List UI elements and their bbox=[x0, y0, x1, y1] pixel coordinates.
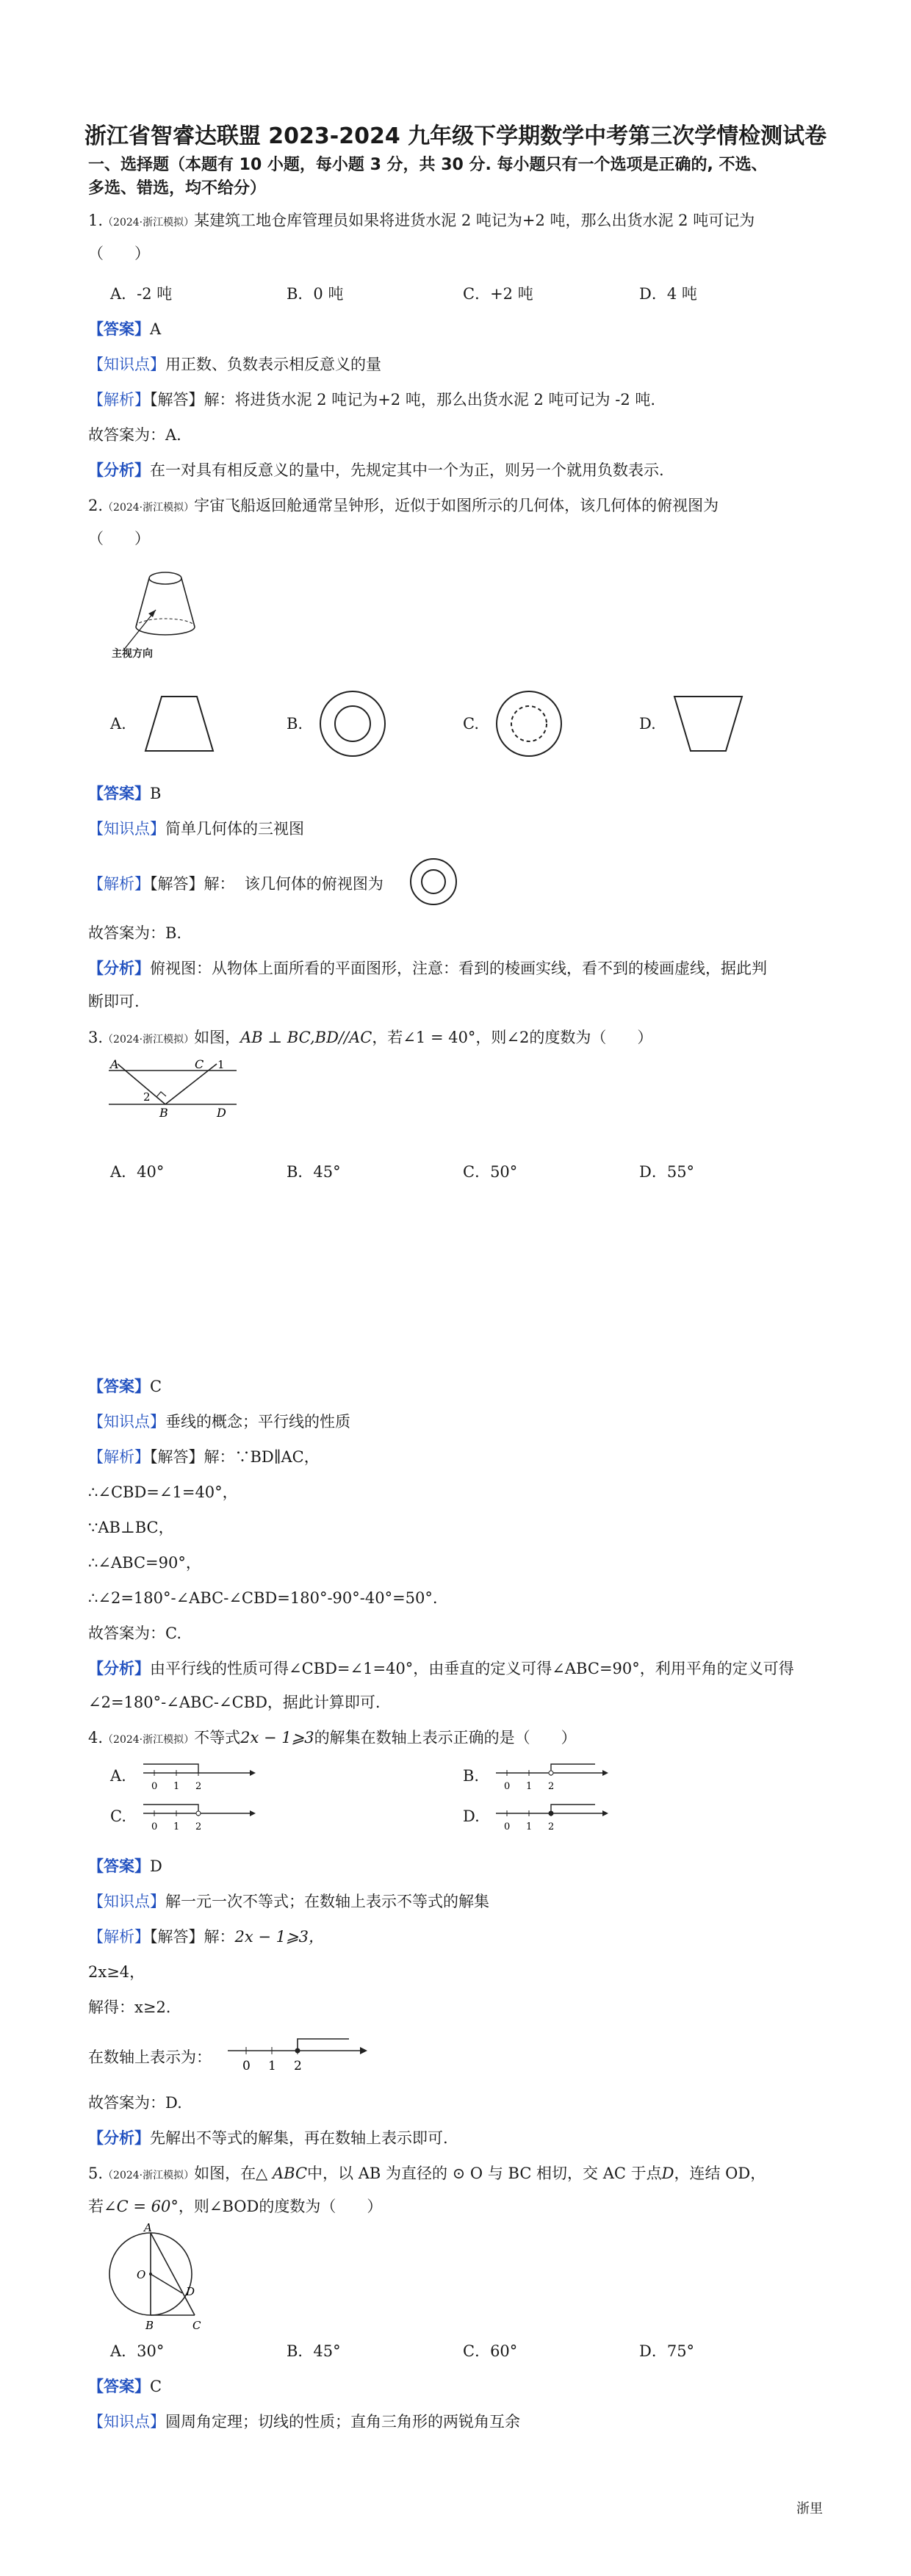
q4-option-d-numberline bbox=[492, 1800, 610, 1837]
q2-answer: 【答案】B bbox=[88, 784, 162, 802]
q3-step: ∴∠ABC=90°， bbox=[88, 1554, 201, 1572]
q4-option-a-numberline bbox=[140, 1760, 257, 1796]
q2-option-d: D. bbox=[639, 715, 656, 733]
q2-solution-circles bbox=[408, 856, 459, 907]
section-heading: 一、选择题（本题有 10 小题，每小题 3 分，共 30 分. 每小题只有一个选项是正确的, 不选、 bbox=[88, 156, 768, 174]
q2-option-b-concentric-circles bbox=[316, 687, 389, 760]
q5-answer: 【答案】C bbox=[88, 2377, 162, 2395]
q1-option-a: A．-2 吨 bbox=[110, 285, 173, 303]
q3-label-angle1: 1 bbox=[217, 1058, 225, 1071]
svg-text:1: 1 bbox=[173, 1781, 180, 1792]
q4-knowledge: 【知识点】解一元一次不等式；在数轴上表示不等式的解集 bbox=[88, 1893, 489, 1910]
q4-solution-numberline bbox=[224, 2032, 371, 2076]
q4-option-c-numberline bbox=[140, 1800, 257, 1837]
page-footer: 浙里 bbox=[796, 2501, 823, 2516]
q3-stem: 3.（2024·浙江模拟）如图，AB ⊥ BC,BD//AC，若∠1 = 40°，则∠2的度数为（ ） bbox=[88, 1029, 653, 1046]
svg-text:2: 2 bbox=[294, 2059, 302, 2073]
q2-conclusion: 故答案为：B. bbox=[88, 924, 182, 942]
q4-stem: 4.（2024·浙江模拟）不等式2x − 1⩾3的解集在数轴上表示正确的是（ ） bbox=[88, 1729, 577, 1746]
q3-label-angle2: 2 bbox=[143, 1090, 151, 1104]
svg-text:2: 2 bbox=[548, 1821, 555, 1832]
q2-option-c: C. bbox=[463, 715, 479, 733]
q3-conclusion: 故答案为：C. bbox=[88, 1625, 181, 1642]
q1-stem: 1.（2024·浙江模拟）某建筑工地仓库管理员如果将进货水泥 2 吨记为+2 吨，那么出货水泥 2 吨可记为 bbox=[88, 212, 755, 229]
q2-solution: 【解析】【解答】解： 该几何体的俯视图为 bbox=[88, 875, 384, 893]
q2-knowledge: 【知识点】简单几何体的三视图 bbox=[88, 820, 304, 838]
q3-analysis-cont: ∠2=180°-∠ABC-∠CBD，据此计算即可. bbox=[88, 1694, 381, 1711]
q3-step: ∴∠CBD=∠1=40°， bbox=[88, 1483, 238, 1501]
q2-option-b: B. bbox=[287, 715, 303, 733]
q4-option-b-numberline bbox=[492, 1760, 610, 1796]
q3-option-b: B．45° bbox=[287, 1163, 341, 1181]
q4-answer: 【答案】D bbox=[88, 1857, 162, 1875]
svg-text:0: 0 bbox=[151, 1781, 158, 1792]
q4-option-a: A. bbox=[110, 1767, 126, 1785]
svg-text:2: 2 bbox=[548, 1781, 555, 1792]
q1-option-d: D．4 吨 bbox=[639, 285, 697, 303]
q4-option-b: B. bbox=[463, 1767, 480, 1785]
exam-title: 浙江省智睿达联盟 2023-2024 九年级下学期数学中考第三次学情检测试卷 bbox=[84, 123, 827, 149]
section-heading-cont: 多选、错选，均不给分） bbox=[88, 179, 267, 198]
q3-step: ∴∠2=180°-∠ABC-∠CBD=180°-90°-40°=50°. bbox=[88, 1589, 438, 1607]
svg-text:1: 1 bbox=[173, 1821, 180, 1832]
q5-option-a: A．30° bbox=[110, 2342, 165, 2360]
q4-solution: 【解析】【解答】解：2x − 1⩾3， bbox=[88, 1928, 324, 1946]
q3-analysis: 【分析】由平行线的性质可得∠CBD=∠1=40°，由垂直的定义可得∠ABC=90°，利用平角的定义可得 bbox=[88, 1659, 794, 1677]
q2-analysis: 【分析】俯视图：从物体上面所看的平面图形，注意：看到的棱画实线，看不到的棱画虚线，据此判 bbox=[88, 959, 767, 977]
q3-label-b: B bbox=[159, 1106, 168, 1117]
q4-step: 2x≥4， bbox=[88, 1963, 145, 1981]
q1-answer: 【答案】A bbox=[88, 320, 162, 338]
q4-conclusion: 故答案为：D. bbox=[88, 2094, 182, 2112]
q1-conclusion: 故答案为：A. bbox=[88, 426, 181, 444]
q3-option-c: C．50° bbox=[463, 1163, 518, 1181]
q3-option-d: D．55° bbox=[639, 1163, 695, 1181]
q1-stem-bracket: （ ） bbox=[88, 245, 150, 262]
q1-option-b: B．0 吨 bbox=[287, 285, 344, 303]
q4-numberline-text: 在数轴上表示为： bbox=[88, 2048, 212, 2066]
q3-solution: 【解析】【解答】解：∵BD∥AC， bbox=[88, 1448, 320, 1466]
q3-label-d: D bbox=[217, 1106, 226, 1117]
q4-option-d: D. bbox=[463, 1807, 480, 1825]
q2-stem-bracket: （ ） bbox=[88, 530, 150, 547]
q1-option-c: C．+2 吨 bbox=[463, 285, 533, 303]
q5-option-c: C．60° bbox=[463, 2342, 518, 2360]
q3-label-a: A bbox=[110, 1058, 119, 1071]
q1-solution: 【解析】【解答】解：将进货水泥 2 吨记为+2 吨，那么出货水泥 2 吨可记为 -2 吨. bbox=[88, 391, 656, 409]
q5-option-b: B．45° bbox=[287, 2342, 341, 2360]
q5-label-a: A bbox=[144, 2223, 152, 2234]
q3-label-c: C bbox=[195, 1058, 204, 1071]
q5-label-c: C bbox=[192, 2319, 201, 2332]
q5-circle-figure bbox=[103, 2223, 213, 2333]
q3-answer: 【答案】C bbox=[88, 1377, 162, 1395]
q2-analysis-cont: 断即可. bbox=[88, 993, 140, 1010]
q2-figure-caption: 主视方向 bbox=[112, 648, 153, 660]
q4-option-c: C. bbox=[110, 1807, 126, 1825]
q2-option-d-inverted-trapezoid bbox=[669, 691, 749, 757]
q3-parallel-lines-figure bbox=[103, 1058, 242, 1117]
svg-text:0: 0 bbox=[151, 1821, 158, 1832]
q5-label-b: B bbox=[145, 2319, 154, 2332]
q5-stem: 5.（2024·浙江模拟）如图，在△ ABC中，以 AB 为直径的 ⊙ O 与 BC 相切，交 AC 于点D，连结 OD， bbox=[88, 2165, 766, 2182]
q4-analysis: 【分析】先解出不等式的解集，再在数轴上表示即可. bbox=[88, 2129, 448, 2147]
q3-option-a: A．40° bbox=[110, 1163, 165, 1181]
svg-text:0: 0 bbox=[504, 1781, 511, 1792]
q3-knowledge: 【知识点】垂线的概念；平行线的性质 bbox=[88, 1413, 350, 1431]
svg-text:0: 0 bbox=[242, 2059, 251, 2073]
svg-text:0: 0 bbox=[504, 1821, 511, 1832]
q2-stem: 2.（2024·浙江模拟）宇宙飞船返回舱通常呈钟形，近似于如图所示的几何体，该几何体的俯视图为 bbox=[88, 497, 719, 514]
q2-option-c-dashed-circles bbox=[492, 687, 566, 760]
q5-label-o: O bbox=[137, 2268, 146, 2281]
q2-option-a: A. bbox=[110, 715, 126, 733]
q5-knowledge: 【知识点】圆周角定理；切线的性质；直角三角形的两锐角互余 bbox=[88, 2413, 520, 2431]
q4-step: 解得：x≥2. bbox=[88, 1998, 171, 2016]
q1-knowledge: 【知识点】用正数、负数表示相反意义的量 bbox=[88, 356, 381, 373]
q5-label-d: D bbox=[186, 2285, 195, 2298]
q3-step: ∵AB⊥BC， bbox=[88, 1519, 174, 1536]
q5-option-d: D．75° bbox=[639, 2342, 695, 2360]
svg-text:1: 1 bbox=[526, 1821, 533, 1832]
q1-analysis: 【分析】在一对具有相反意义的量中，先规定其中一个为正，则另一个就用负数表示. bbox=[88, 461, 664, 479]
svg-text:2: 2 bbox=[195, 1821, 202, 1832]
svg-text:2: 2 bbox=[195, 1781, 202, 1792]
svg-text:1: 1 bbox=[268, 2059, 276, 2073]
q2-option-a-trapezoid bbox=[140, 691, 220, 757]
q5-stem-cont: 若∠C = 60°，则∠BOD的度数为（ ） bbox=[88, 2198, 383, 2215]
svg-text:1: 1 bbox=[526, 1781, 533, 1792]
